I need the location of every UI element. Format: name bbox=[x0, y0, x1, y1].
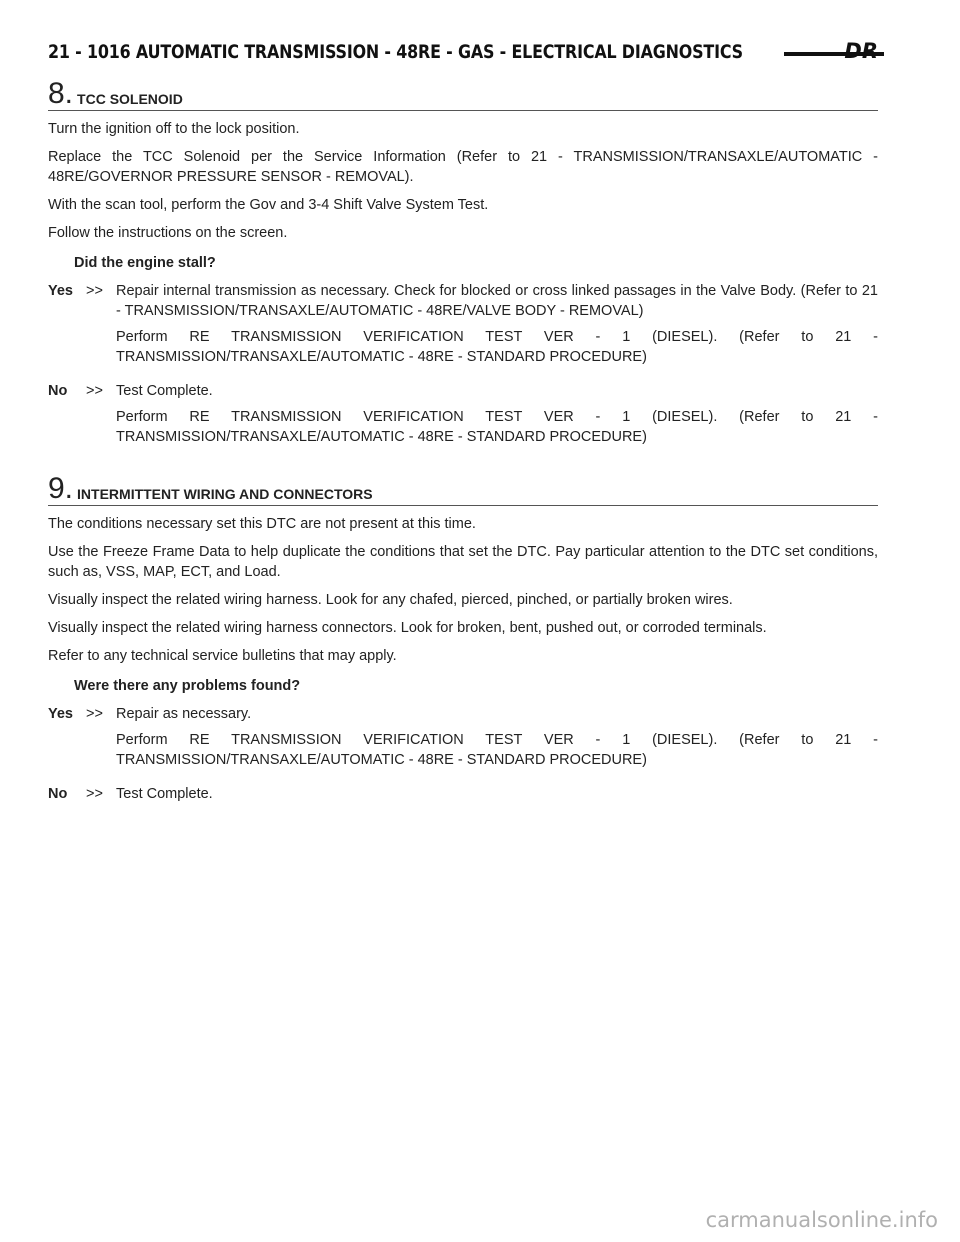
answer-text: Repair internal transmission as necessary. Check for blocked or cross linked passages in the Valve Body. (Refer to 21 - TRANSMISSION/TRANSAXLE/AUTOMATIC - 48RE/VALVE BODY - REMOVAL) bbox=[116, 283, 878, 319]
answer-text: Perform RE TRANSMISSION VERIFICATION TEST VER - 1 (DIESEL). (Refer to 21 - TRANSMISSION/TRANSAXLE/AUTOMATIC - 48RE - STANDARD PROCEDURE) bbox=[116, 329, 878, 365]
step-question: Did the engine stall? bbox=[74, 255, 216, 271]
answer-arrow: >> bbox=[86, 786, 103, 802]
answer-body bbox=[116, 381, 878, 453]
step-number: 8. bbox=[48, 77, 74, 110]
answer-label: Yes bbox=[48, 706, 73, 722]
step-paragraph: Follow the instructions on the screen. bbox=[48, 225, 288, 241]
answer-label: Yes bbox=[48, 283, 73, 299]
page-header bbox=[48, 36, 878, 68]
step-paragraph: Use the Freeze Frame Data to help duplicate the conditions that set the DTC. Pay particular attention to the DTC set conditions, such as, VSS, MAP, ECT, and Load. bbox=[48, 544, 878, 580]
answer-no bbox=[48, 784, 878, 810]
answer-label: No bbox=[48, 786, 68, 802]
watermark: carmanualsonline.info bbox=[705, 1208, 938, 1232]
step-paragraph: Turn the ignition off to the lock position. bbox=[48, 121, 300, 137]
step-question: Were there any problems found? bbox=[74, 678, 301, 694]
answer-text: Repair as necessary. bbox=[116, 706, 252, 722]
step-9 bbox=[48, 472, 878, 810]
document-body bbox=[48, 77, 878, 832]
answer-yes bbox=[48, 704, 878, 776]
step-heading bbox=[48, 472, 878, 506]
step-heading bbox=[48, 77, 878, 111]
answer-body bbox=[116, 704, 878, 776]
answer-text: Perform RE TRANSMISSION VERIFICATION TEST VER - 1 (DIESEL). (Refer to 21 - TRANSMISSION/TRANSAXLE/AUTOMATIC - 48RE - STANDARD PROCEDURE) bbox=[116, 409, 878, 445]
step-title: INTERMITTENT WIRING AND CONNECTORS bbox=[77, 486, 373, 502]
step-paragraph: Visually inspect the related wiring harness connectors. Look for broken, bent, pushed out, or corroded terminals. bbox=[48, 620, 767, 636]
step-8 bbox=[48, 77, 878, 453]
answer-label: No bbox=[48, 383, 68, 399]
step-title: TCC SOLENOID bbox=[77, 91, 183, 107]
header-title: 21 - 1016 AUTOMATIC TRANSMISSION - 48RE - GAS - ELECTRICAL DIAGNOSTICS bbox=[48, 41, 743, 63]
answer-arrow: >> bbox=[86, 706, 103, 722]
answer-text: Test Complete. bbox=[116, 786, 213, 802]
answer-yes bbox=[48, 281, 878, 373]
answer-text: Perform RE TRANSMISSION VERIFICATION TEST VER - 1 (DIESEL). (Refer to 21 - TRANSMISSION/TRANSAXLE/AUTOMATIC - 48RE - STANDARD PROCEDURE) bbox=[116, 732, 878, 768]
step-number: 9. bbox=[48, 472, 74, 505]
header-model: DR bbox=[844, 39, 878, 63]
answer-arrow: >> bbox=[86, 383, 103, 399]
step-paragraph: Visually inspect the related wiring harness. Look for any chafed, pierced, pinched, or partially broken wires. bbox=[48, 592, 733, 608]
step-paragraph: Replace the TCC Solenoid per the Service Information (Refer to 21 - TRANSMISSION/TRANSAXLE/AUTOMATIC - 48RE/GOVERNOR PRESSURE SENSOR - REMOVAL). bbox=[48, 149, 878, 185]
answer-body bbox=[116, 784, 878, 810]
step-paragraph: The conditions necessary set this DTC are not present at this time. bbox=[48, 516, 476, 532]
answer-text: Test Complete. bbox=[116, 383, 213, 399]
step-paragraph: With the scan tool, perform the Gov and 3-4 Shift Valve System Test. bbox=[48, 197, 489, 213]
step-paragraph: Refer to any technical service bulletins that may apply. bbox=[48, 648, 397, 664]
answer-no bbox=[48, 381, 878, 453]
answer-body bbox=[116, 281, 878, 373]
answer-arrow: >> bbox=[86, 283, 103, 299]
